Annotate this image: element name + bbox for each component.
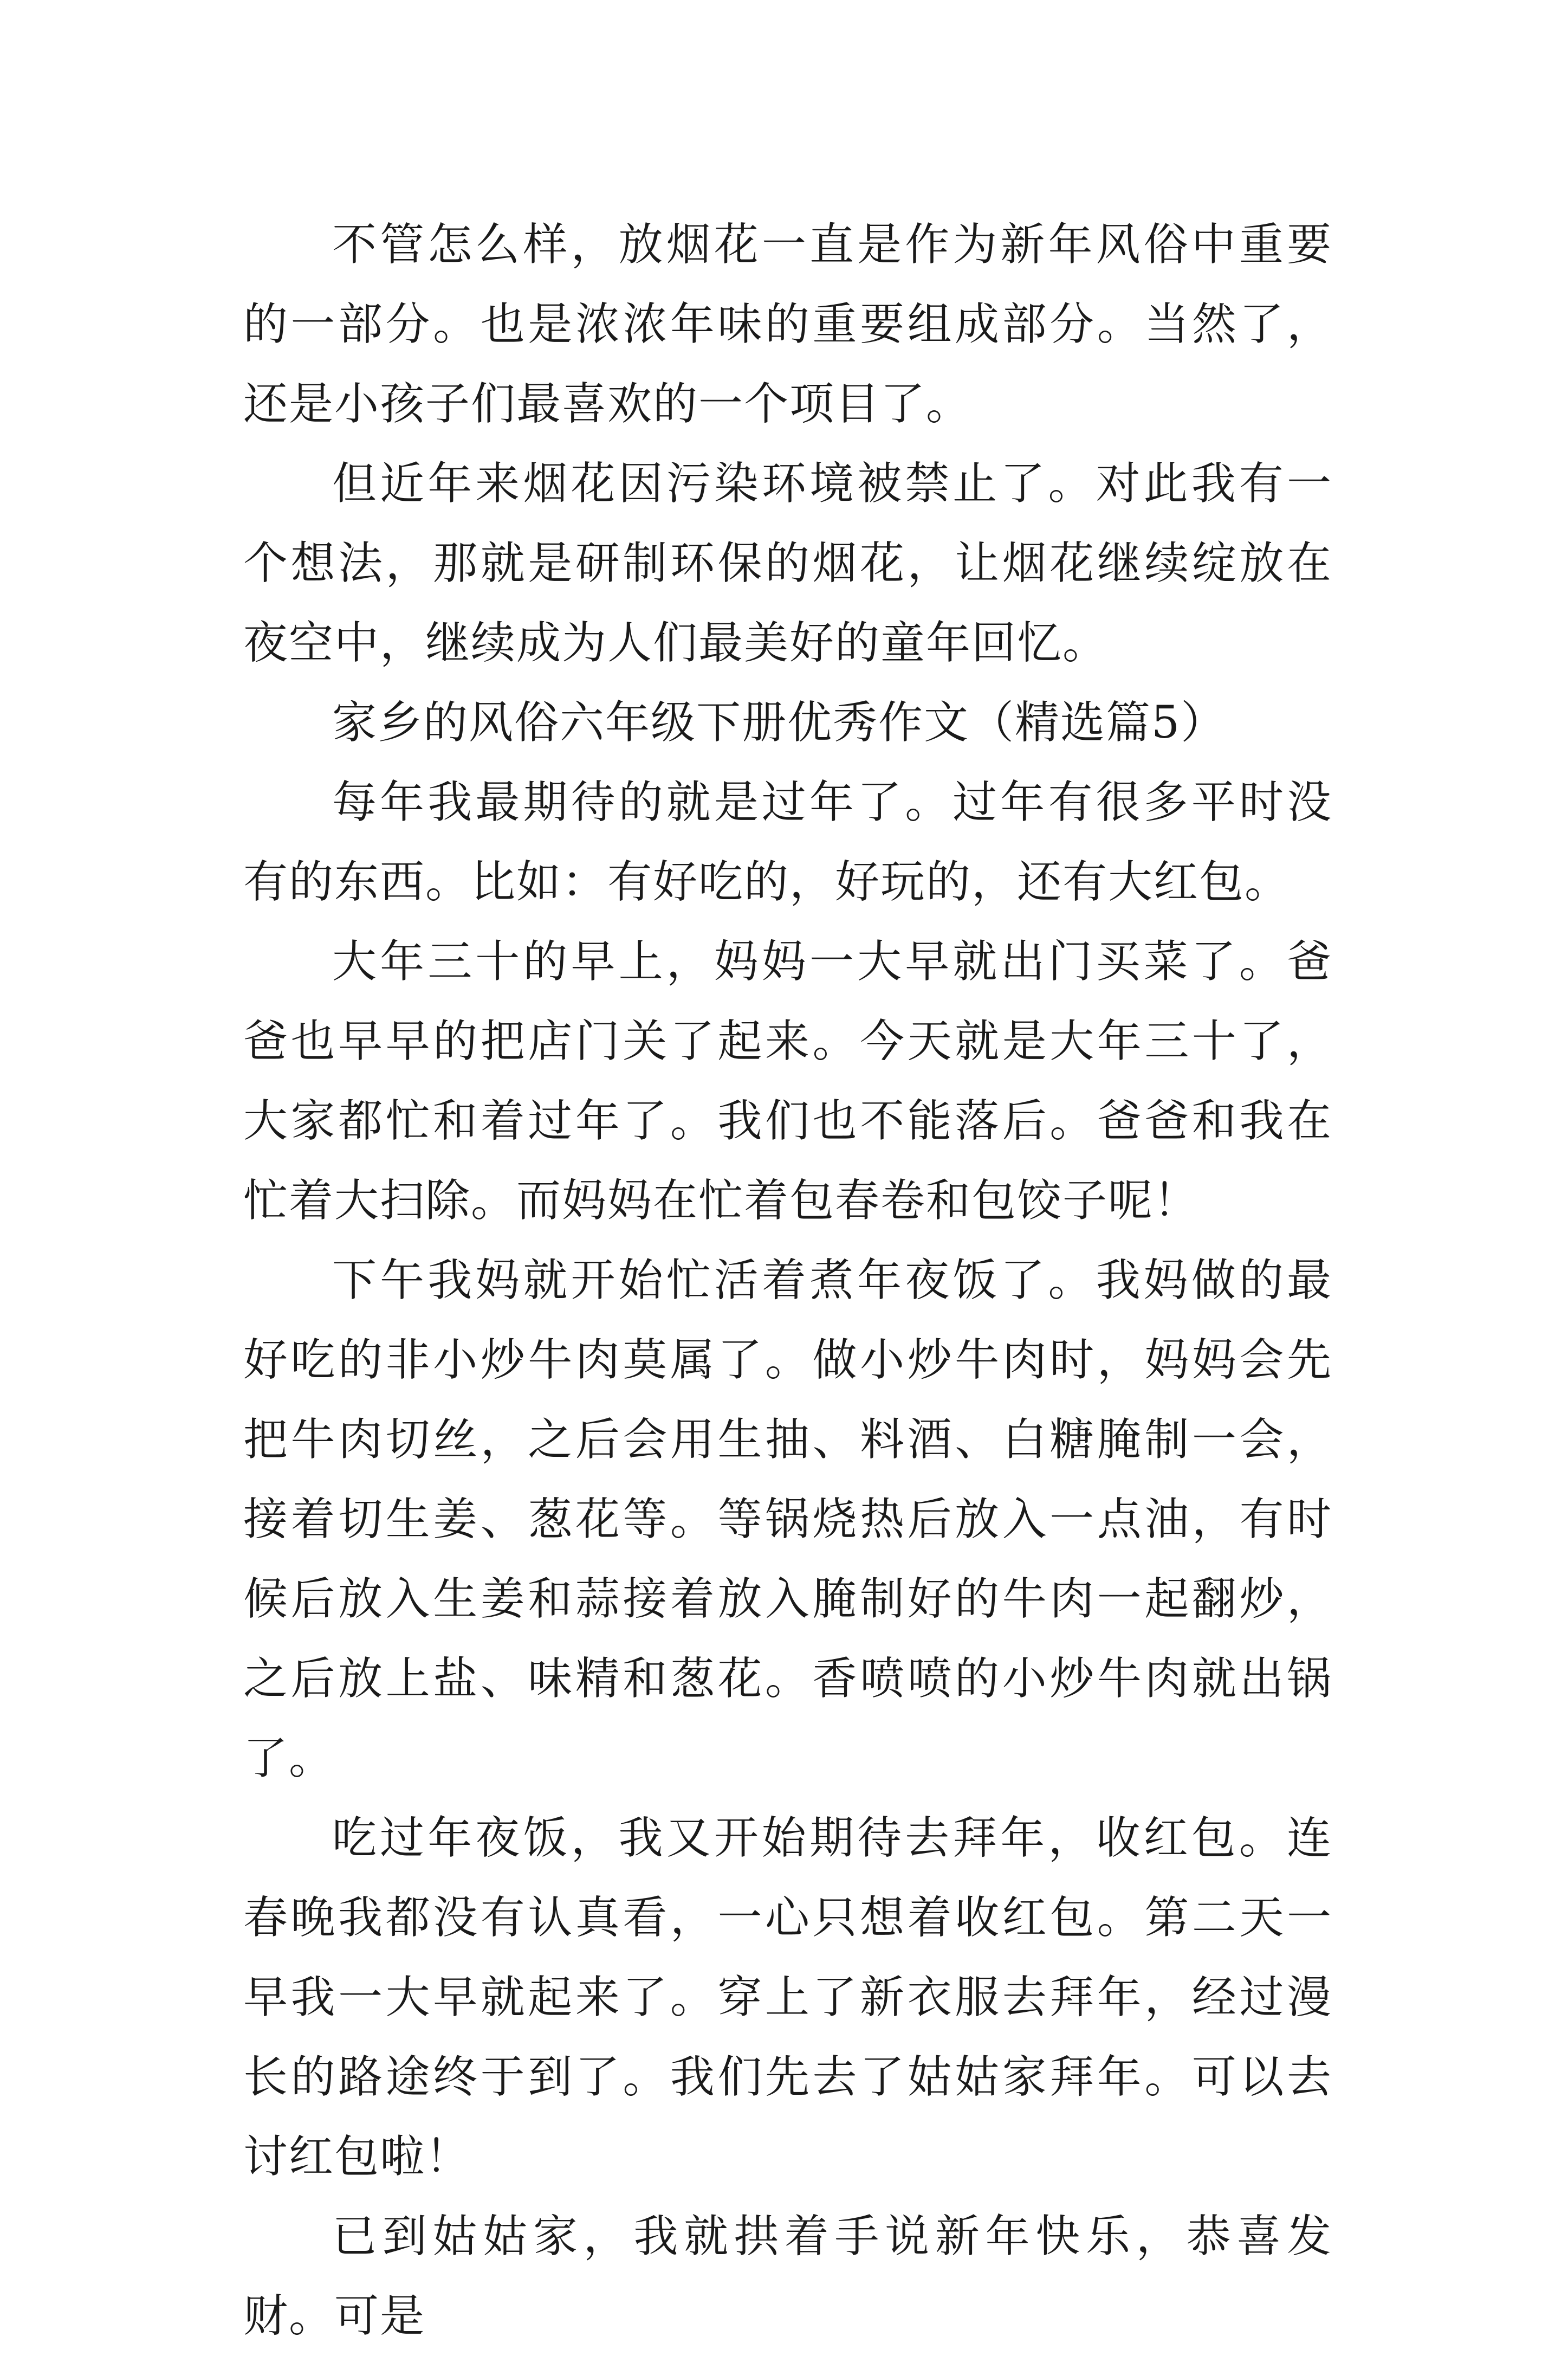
paragraph-new-year-visit: 吃过年夜饭，我又开始期待去拜年，收红包。连春晚我都没有认真看，一心只想着收红包。第二天一早我一大早就起来了。穿上了新衣服去拜年，经过漫长的路途终于到了。我们先去了姑姑家拜年。可以去讨红包啦！ (243, 1812, 1332, 2183)
paragraph-fireworks-custom: 不管怎么样，放烟花一直是作为新年风俗中重要的一部分。也是浓浓年味的重要组成部分。当然了，还是小孩子们最喜欢的一个项目了。 (243, 219, 1332, 430)
paragraph-new-years-eve-morning: 大年三十的早上，妈妈一大早就出门买菜了。爸爸也早早的把店门关了起来。今天就是大年三十了，大家都忙和着过年了。我们也不能落后。爸爸和我在忙着大扫除。而妈妈在忙着包春卷和包饺子呢！ (243, 936, 1332, 1227)
document-body (243, 205, 1332, 2356)
paragraph-aunt-house: 已到姑姑家，我就拱着手说新年快乐，恭喜发财。可是 (243, 2211, 1332, 2342)
paragraph-fireworks-ban: 但近年来烟花因污染环境被禁止了。对此我有一个想法，那就是研制环保的烟花，让烟花继续绽放在夜空中，继续成为人们最美好的童年回忆。 (243, 458, 1332, 669)
essay-title: 家乡的风俗六年级下册优秀作文（精选篇5） (332, 697, 1227, 748)
paragraph-reunion-dinner: 下午我妈就开始忙活着煮年夜饭了。我妈做的最好吃的非小炒牛肉莫属了。做小炒牛肉时，妈妈会先把牛肉切丝，之后会用生抽、料酒、白糖腌制一会，接着切生姜、葱花等。等锅烧热后放入一点油，有时候后放入生姜和蒜接着放入腌制好的牛肉一起翻炒，之后放上盐、味精和葱花。香喷喷的小炒牛肉就出锅了。 (243, 1255, 1332, 1784)
paragraph-new-year-expectation: 每年我最期待的就是过年了。过年有很多平时没有的东西。比如：有好吃的，好玩的，还有大红包。 (243, 777, 1332, 908)
